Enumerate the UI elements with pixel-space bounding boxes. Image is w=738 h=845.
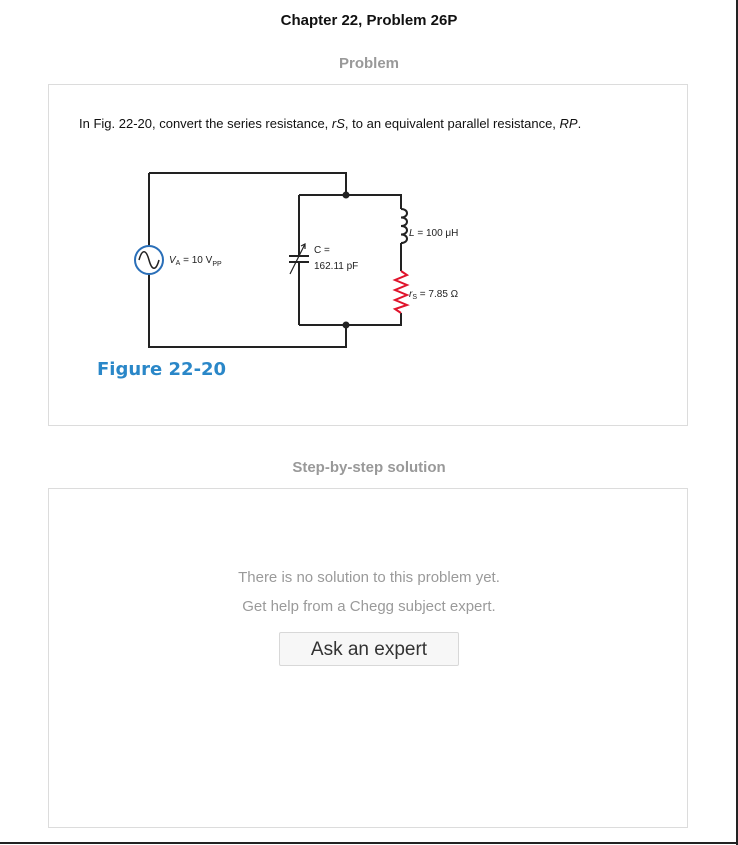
resistor-symbol — [395, 271, 407, 313]
chapter-title: Chapter 22, Problem 26P — [280, 12, 458, 29]
capacitor-label-line2: 162.11 pF — [314, 261, 359, 272]
problem-panel — [48, 84, 688, 426]
resistor-label: $r_S = 7.85$ Ω — [409, 289, 459, 301]
expert-help-message: Get help from a Chegg subject expert. — [242, 598, 496, 615]
solution-panel — [48, 488, 688, 828]
capacitor-label-line1: C = — [314, 245, 330, 256]
source-voltage-label: $V_A = 10$ $V_{PP}$ — [169, 255, 222, 268]
junction-node-top — [343, 192, 350, 199]
circuit-diagram — [49, 85, 689, 385]
solution-section-label: Step-by-step solution — [292, 459, 446, 476]
problem-statement: In Fig. 22-20, convert the series resistance, rS, to an equivalent parallel resistance, RP. — [79, 116, 582, 131]
inductor-label: L = 100 μH — [409, 228, 459, 239]
inductor-coil-symbol — [401, 209, 407, 243]
problem-section-label: Problem — [338, 55, 399, 72]
junction-node-bottom — [343, 322, 350, 329]
figure-caption: Figure 22-20 — [97, 359, 227, 380]
window-edge-bottom — [0, 842, 738, 844]
no-solution-message: There is no solution to this problem yet. — [238, 569, 500, 586]
ask-an-expert-button[interactable]: Ask an expert — [279, 632, 459, 666]
ac-source-symbol — [135, 246, 163, 274]
